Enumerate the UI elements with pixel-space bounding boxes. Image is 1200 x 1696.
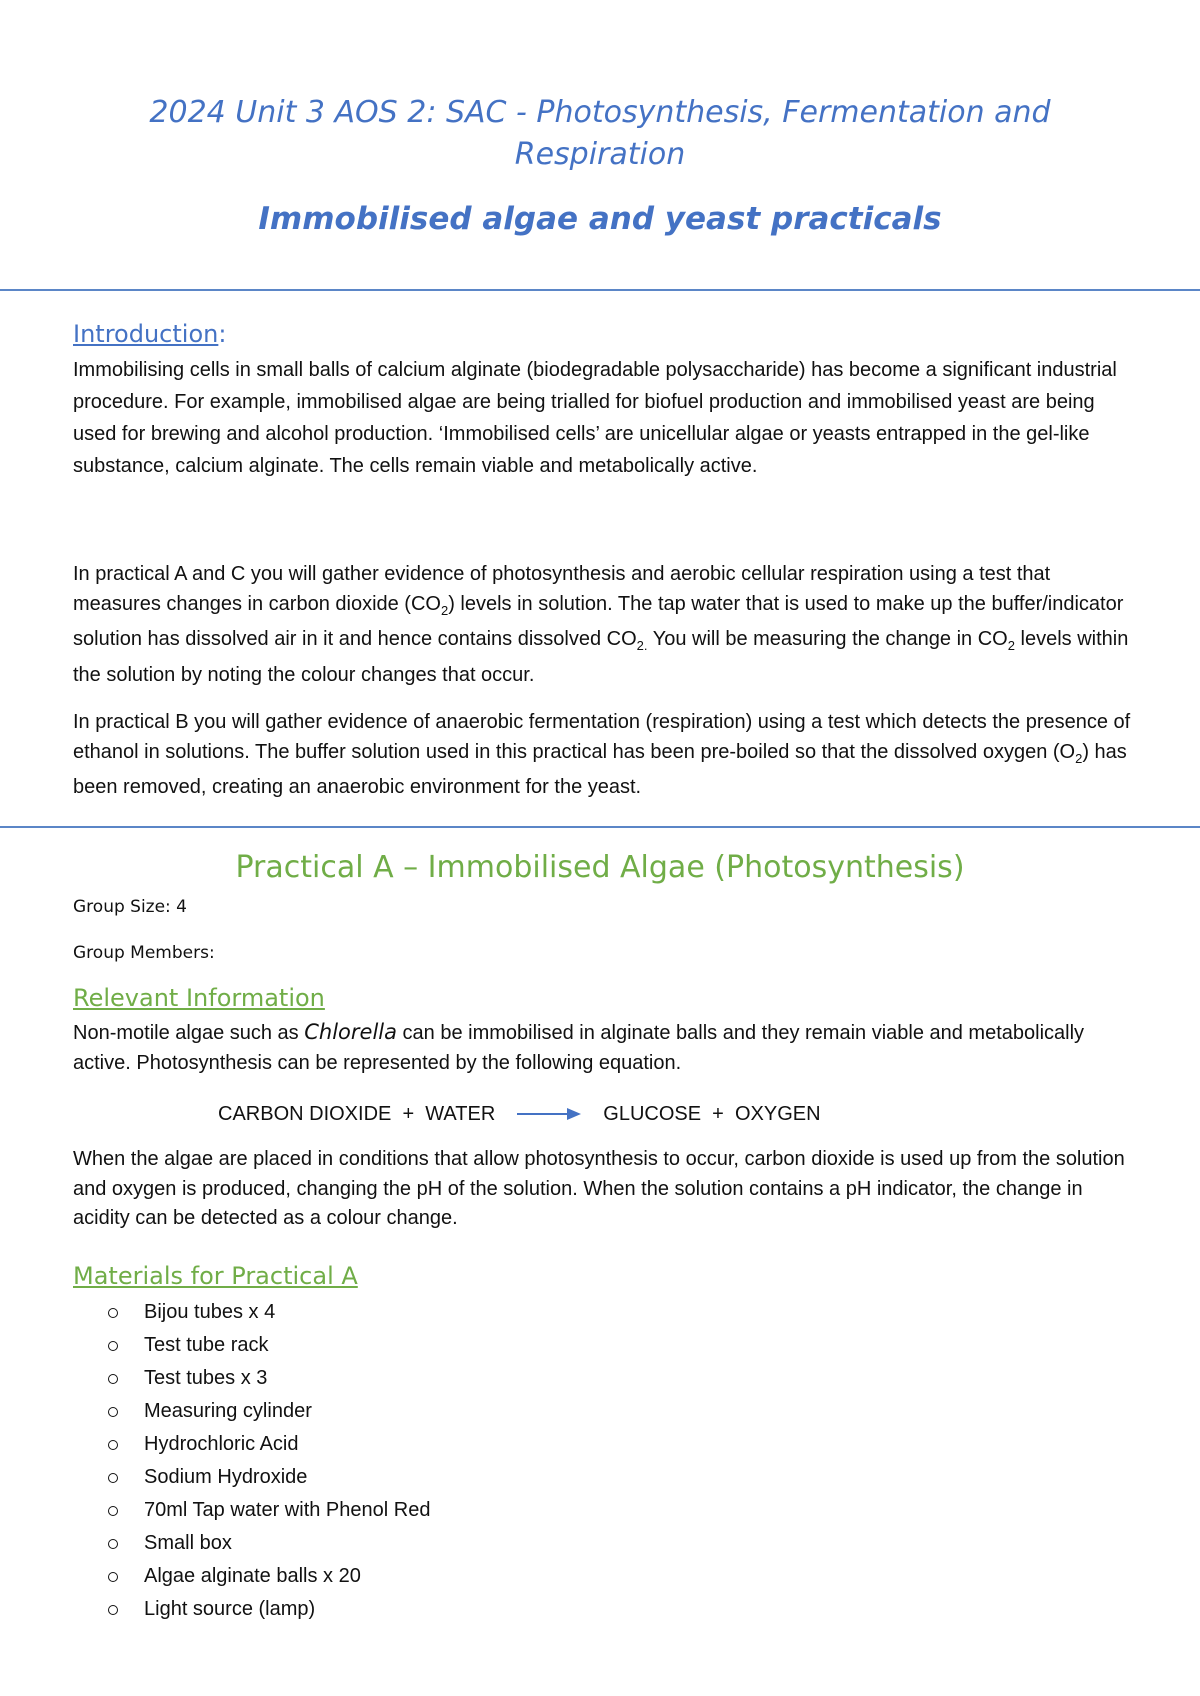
material-label: 70ml Tap water with Phenol Red [144, 1499, 431, 1521]
material-label: Test tubes x 3 [144, 1367, 268, 1389]
list-item [108, 1296, 430, 1329]
list-item [108, 1329, 430, 1362]
arrow-right-icon [517, 1104, 581, 1124]
introduction-heading-text: Introduction [73, 320, 219, 348]
relevant-p1-part-a: Non-motile algae such as [73, 1022, 305, 1044]
relevant-text-2: When the algae are placed in conditions that allow photosynthesis to occur, carbon dioxide is used up from the solution and oxygen is produced, changing the pH of the solution. When the solution contains a pH indicator, the change in acidity can be detected as a colour change. [73, 1148, 1125, 1229]
equation-reactants: CARBON DIOXIDE + WATER [218, 1102, 496, 1125]
material-label: Bijou tubes x 4 [144, 1301, 276, 1323]
list-item [108, 1461, 430, 1494]
document-title [60, 92, 1140, 176]
relevant-information-paragraph-1 [73, 1018, 1143, 1078]
list-item [108, 1362, 430, 1395]
list-item [108, 1560, 430, 1593]
list-item [108, 1593, 430, 1626]
species-name: Chlorella [304, 1020, 397, 1044]
para2-part-b: ) levels in solution. The tap water that is used to make up the buffer/indicator solution has dissolved air in it and hence contains dissolved CO [73, 592, 1124, 650]
co2-subscript: 2 [1007, 638, 1015, 653]
introduction-heading-colon: : [218, 320, 227, 348]
list-item [108, 1494, 430, 1527]
introduction-paragraph-1 [73, 354, 1143, 482]
relevant-text-1 [73, 1018, 1143, 1078]
para2-part-c: You will be measuring the change in CO [647, 628, 1008, 650]
introduction-text-1: Immobilising cells in small balls of calcium alginate (biodegradable polysaccharide) has become a significant industrial procedure. For example, immobilised algae are being trialled for biofuel production and immobilised yeast are being used for brewing and alcohol production. ‘Immobilised cells’ are unicellular algae or yeasts entrapped in the gel-like substance, calcium alginate. The cells remain viable and metabolically active. [73, 359, 1117, 477]
title-line-2: Respiration [514, 137, 686, 172]
para3-part-a: In practical B you will gather evidence of anaerobic fermentation (respiration) using a test which detects the presence of ethanol in solutions. The buffer solution used in this practical has been pre-boiled so that the dissolved oxygen (O [73, 711, 1131, 763]
bullet-circle-icon [108, 1341, 118, 1351]
bullet-circle-icon [108, 1308, 118, 1318]
section-divider [0, 289, 1200, 291]
introduction-text-2 [73, 560, 1143, 690]
co2-subscript: 2. [636, 638, 648, 653]
section-divider [0, 826, 1200, 828]
title-line-1: 2024 Unit 3 AOS 2: SAC - Photosynthesis, Fermentation and [149, 95, 1051, 130]
bullet-circle-icon [108, 1374, 118, 1384]
bullet-circle-icon [108, 1407, 118, 1417]
bullet-circle-icon [108, 1572, 118, 1582]
materials-heading: Materials for Practical A [73, 1262, 358, 1290]
material-label: Measuring cylinder [144, 1400, 312, 1422]
relevant-p1-part-b: can be immobilised in alginate balls and they remain viable and metabolically active. Photosynthesis can be represented by the following equation. [73, 1022, 1085, 1074]
list-item [108, 1395, 430, 1428]
material-label: Algae alginate balls x 20 [144, 1565, 361, 1587]
equation-products: GLUCOSE + OXYGEN [603, 1102, 821, 1125]
photosynthesis-equation [218, 1098, 821, 1130]
para2-part-a: In practical A and C you will gather evidence of photosynthesis and aerobic cellular respiration using a test that measures changes in carbon dioxide (CO [73, 563, 1051, 615]
bullet-circle-icon [108, 1539, 118, 1549]
material-label: Hydrochloric Acid [144, 1433, 299, 1455]
introduction-paragraph-3 [73, 708, 1143, 803]
bullet-circle-icon [108, 1506, 118, 1516]
material-label: Light source (lamp) [144, 1598, 316, 1620]
bullet-circle-icon [108, 1605, 118, 1615]
material-label: Test tube rack [144, 1334, 269, 1356]
introduction-heading [73, 320, 226, 348]
introduction-paragraph-2 [73, 560, 1143, 690]
material-label: Small box [144, 1532, 232, 1554]
list-item [108, 1527, 430, 1560]
material-label: Sodium Hydroxide [144, 1466, 308, 1488]
document-subtitle: Immobilised algae and yeast practicals [258, 201, 942, 237]
o2-subscript: 2 [1075, 750, 1083, 766]
co2-subscript: 2 [440, 602, 449, 618]
para3-part-b: ) has been removed, creating an anaerobic environment for the yeast. [73, 740, 1127, 798]
materials-list [108, 1296, 430, 1626]
group-size: Group Size: 4 [73, 897, 188, 917]
list-item [108, 1428, 430, 1461]
para2-part-d: levels within the solution by noting the colour changes that occur. [73, 628, 1129, 686]
practical-a-title: Practical A – Immobilised Algae (Photosynthesis) [235, 850, 965, 885]
relevant-information-heading: Relevant Information [73, 984, 325, 1012]
bullet-circle-icon [108, 1473, 118, 1483]
introduction-text-3 [73, 708, 1143, 803]
bullet-circle-icon [108, 1440, 118, 1450]
relevant-information-paragraph-2 [73, 1145, 1143, 1234]
group-members: Group Members: [73, 943, 215, 963]
